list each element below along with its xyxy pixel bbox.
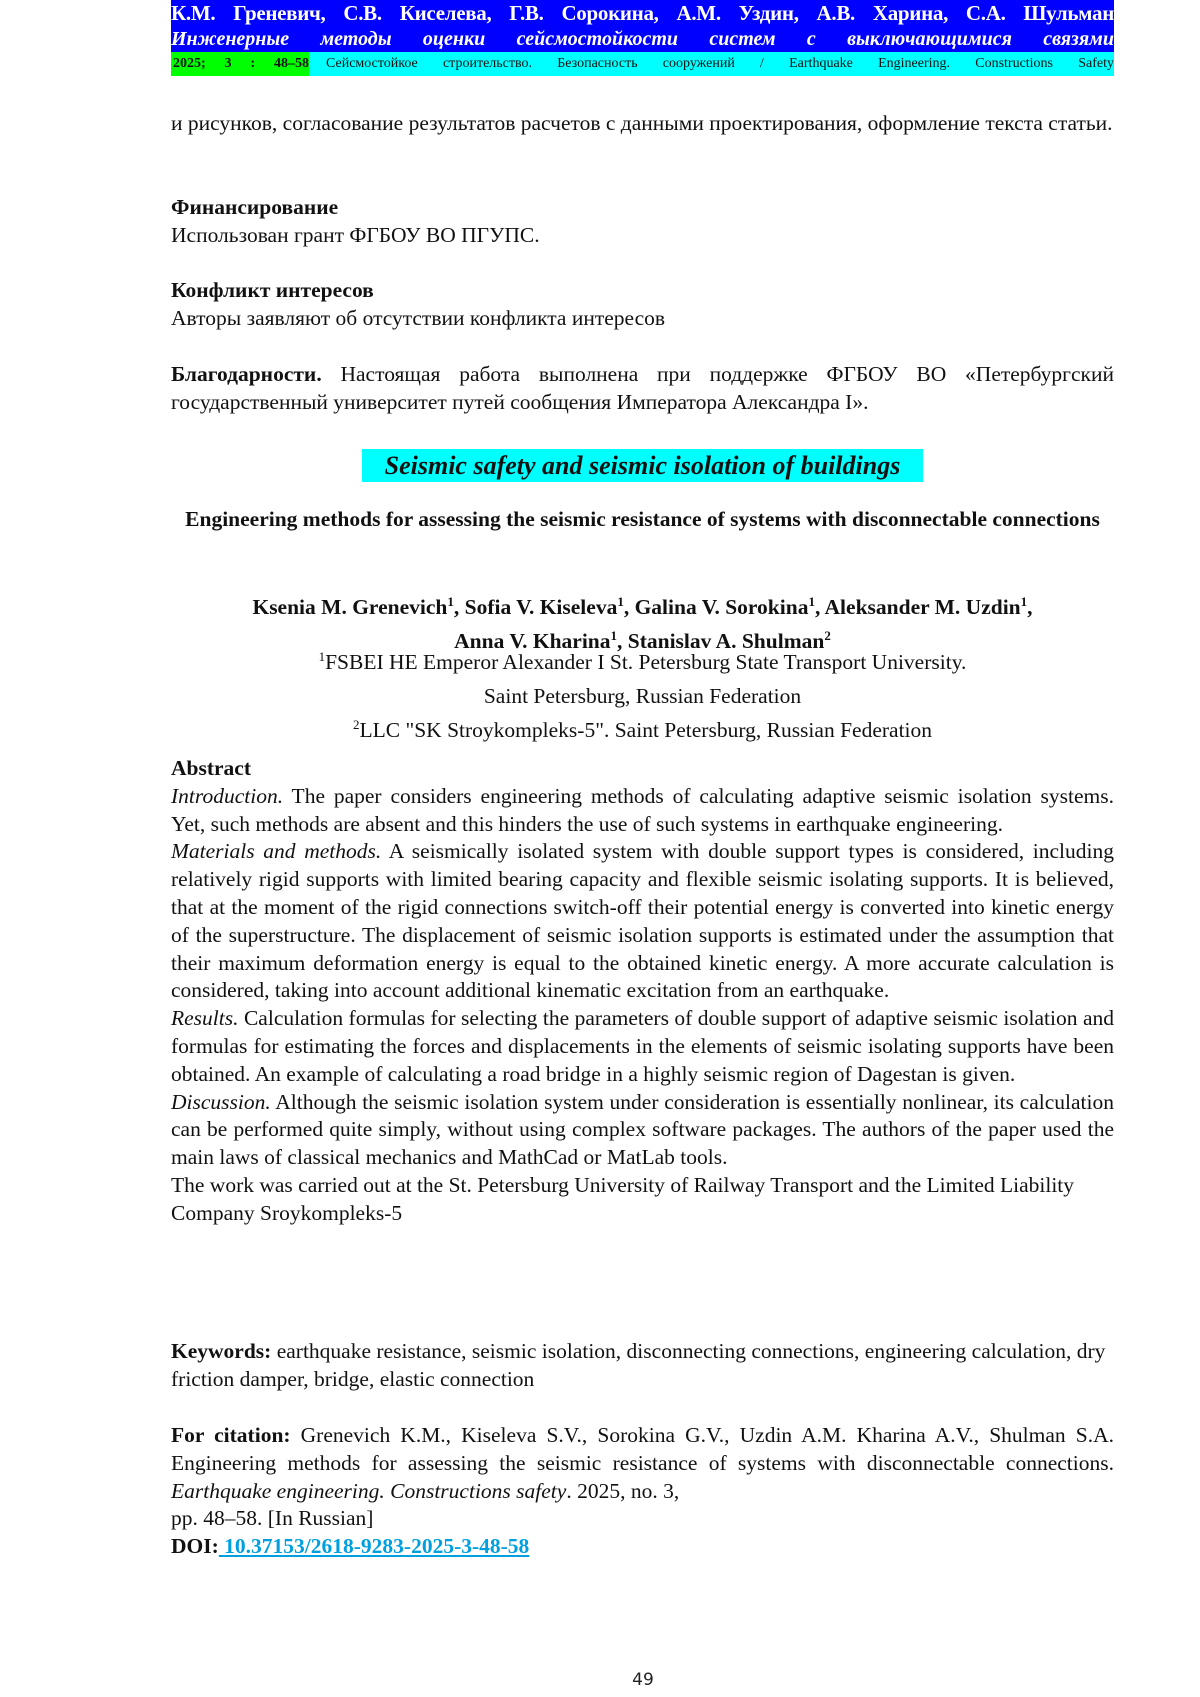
abstract-heading: Abstract xyxy=(171,756,252,780)
author-separator: , xyxy=(453,595,465,620)
keywords xyxy=(171,1338,1114,1394)
header-title: Инженерные методы оценки сейсмостойкости систем с выключающимися связями xyxy=(171,28,1114,50)
discussion-text: Although the seismic isolation system under consideration is essentially nonlinear, its calculation can be performed quite simply, without using complex software packages. The authors of the paper used the main laws of classical mechanics and MathCad or MatLab tools. xyxy=(171,1089,1114,1170)
affiliation-line xyxy=(171,643,1114,677)
methods-label: Materials and methods. xyxy=(171,839,382,864)
affiliation-text: Saint Petersburg, Russian Federation xyxy=(483,684,802,709)
author-separator: , xyxy=(617,629,628,654)
issue-info: 2025; 3 : 48–58 xyxy=(171,52,309,76)
citation-journal: Earthquake engineering. Constructions safety xyxy=(171,1478,567,1503)
author-affiliation-mark: 1 xyxy=(610,627,617,643)
header-authors: К.М. Греневич, С.В. Киселева, Г.В. Сорокина, А.М. Уздин, А.В. Харина, С.А. Шульман xyxy=(171,1,1114,25)
author-affiliation-mark: 2 xyxy=(824,627,831,643)
abstract-introduction xyxy=(171,783,1114,839)
citation-text: Grenevich K.M., Kiseleva S.V., Sorokina G.V., Uzdin A.M. Kharina A.V., Shulman S.A. Engineering methods for assessing the seismic resistance of systems with disconnectable connections. xyxy=(171,1423,1114,1475)
intro-text: The paper considers engineering methods of calculating adaptive seismic isolation systems. Yet, such methods are absent and this hinders the use of such systems in earthquake engineering. xyxy=(171,783,1114,836)
intro-label: Introduction. xyxy=(171,783,284,808)
author-affiliation-mark: 1 xyxy=(617,594,624,609)
journal-name: Сейсмостойкое строительство. Безопасность сооружений / Earthquake Engineering. Constructions Safety xyxy=(326,56,1114,71)
conflict-text: Авторы заявляют об отсутствии конфликта интересов xyxy=(171,305,666,330)
affiliation-text: LLC "SK Stroykompleks-5". Saint Petersburg, Russian Federation xyxy=(359,718,933,743)
author-separator: , xyxy=(623,595,635,620)
conflict-section xyxy=(171,277,1114,333)
abstract-methods xyxy=(171,838,1114,1005)
author-name: Aleksander M. Uzdin xyxy=(824,595,1021,620)
results-label: Results. xyxy=(171,1006,239,1031)
doi-label: DOI: xyxy=(171,1534,219,1559)
author-separator: , xyxy=(1027,595,1033,620)
affiliation-number: 1 xyxy=(318,649,326,664)
affiliation-line xyxy=(171,677,1114,711)
author-affiliation-mark: 1 xyxy=(447,594,454,609)
results-text: Calculation formulas for selecting the parameters of double support of adaptive seismic isolation and formulas for estimating the forces and displacements in the elements of seismic isolating supports have been obtained. An example of calculating a road bridge in a highly seismic region of Dagestan is given. xyxy=(171,1006,1114,1086)
doi-link[interactable]: 10.37153/2618-9283-2025-3-48-58 xyxy=(218,1534,530,1559)
funding-heading: Финансирование xyxy=(171,195,339,219)
citation-pages: pp. 48–58. [In Russian] xyxy=(171,1506,374,1531)
author-name: Ksenia M. Grenevich xyxy=(252,595,448,620)
affiliation-number: 2 xyxy=(352,716,360,732)
author-separator: , xyxy=(814,595,825,620)
author-affiliation-mark: 1 xyxy=(808,594,815,609)
citation-heading: For citation: xyxy=(171,1423,291,1447)
abstract-discussion xyxy=(171,1089,1114,1172)
keywords-heading: Keywords: xyxy=(171,1339,272,1363)
abstract-results xyxy=(171,1005,1114,1088)
page-number: 49 xyxy=(632,1670,654,1690)
funding-text: Использован грант ФГБОУ ВО ПГУПС. xyxy=(171,222,540,247)
header-journal-bar xyxy=(171,52,1114,76)
affiliation-text: FSBEI HE Emperor Alexander I St. Petersburg State Transport University. xyxy=(325,650,967,675)
discussion-label: Discussion. xyxy=(171,1089,271,1114)
article-title: Engineering methods for assessing the seismic resistance of systems with disconnectable connections xyxy=(185,507,1100,531)
thanks-text: Настоящая работа выполнена при поддержке ФГБОУ ВО «Петербургский государственный университет путей сообщения Императора Александра I». xyxy=(171,362,1114,414)
keywords-text: earthquake resistance, seismic isolation, disconnecting connections, engineering calculation, dry friction damper, bridge, elastic connection xyxy=(171,1339,1106,1391)
affiliation-line xyxy=(171,711,1114,745)
author-name: Stanislav A. Shulman xyxy=(627,629,825,654)
author-name: Sofia V. Kiseleva xyxy=(464,595,618,620)
citation xyxy=(171,1422,1114,1561)
funding-section xyxy=(171,194,1114,250)
abstract-closing: The work was carried out at the St. Petersburg University of Railway Transport and the Limited Liability Company Sroykompleks-5 xyxy=(171,1172,1075,1225)
thanks-section xyxy=(171,361,1114,417)
citation-tail: . 2025, no. 3, xyxy=(566,1478,680,1503)
author-affiliation-mark: 1 xyxy=(1020,594,1028,609)
conflict-heading: Конфликт интересов xyxy=(171,278,374,302)
author-name: Galina V. Sorokina xyxy=(634,595,809,620)
author-name: Anna V. Kharina xyxy=(454,629,611,654)
affiliations xyxy=(171,643,1114,745)
abstract xyxy=(171,755,1114,1228)
thanks-heading: Благодарности. xyxy=(171,362,322,386)
methods-text: A seismically isolated system with double support types is considered, including relatively rigid supports with limited bearing capacity and flexible seismic isolating supports. It is believed, that at the moment of the rigid connections switch-off their potential energy is converted into kinetic energy of the superstructure. The displacement of seismic isolation supports is estimated under the assumption that their maximum deformation energy is equal to the obtained kinetic energy. A more accurate calculation is considered, taking into account additional kinematic excitation from an earthquake. xyxy=(171,839,1114,1003)
continued-paragraph: и рисунков, согласование результатов расчетов с данными проектирования, оформление текста статьи. xyxy=(171,111,1113,135)
section-title: Seismic safety and seismic isolation of buildings xyxy=(362,449,923,482)
